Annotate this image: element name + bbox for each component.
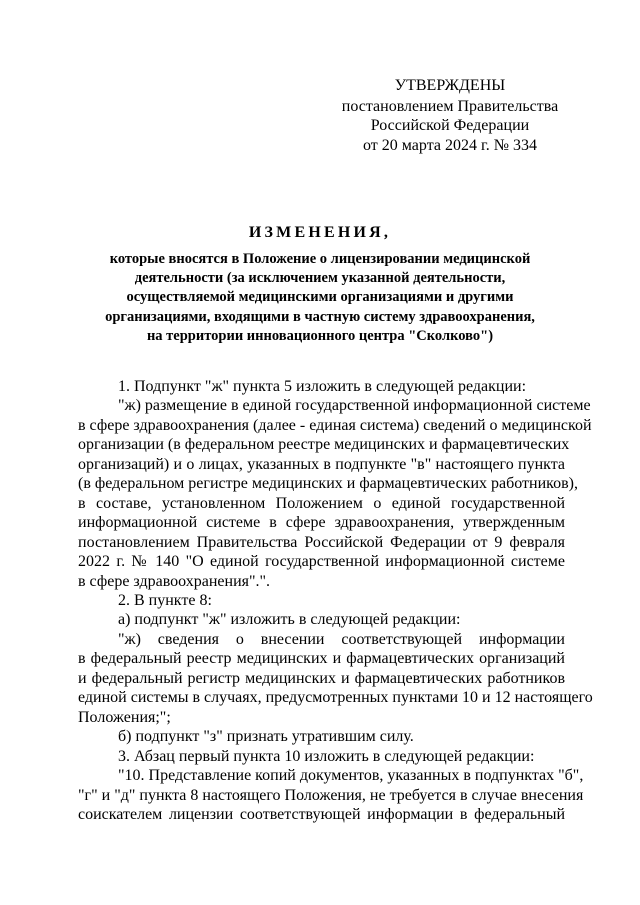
body-line: в составе, установленном Положением о единой государственной <box>78 494 565 512</box>
subtitle-line: осуществляемой медицинскими организациями и другими <box>126 289 514 306</box>
body-line: организаций) и о лицах, указанных в подпункте "в" настоящего пункта <box>78 455 565 473</box>
body-line: в федеральный реестр медицинских и фармацевтических организаций <box>78 650 565 668</box>
document-title: ИЗМЕНЕНИЯ, <box>248 224 392 241</box>
body-line: "ж) размещение в единой государственной информационной системе <box>118 397 591 415</box>
body-line: 2. В пункте 8: <box>118 591 212 609</box>
approval-line: от 20 марта 2024 г. № 334 <box>363 136 537 154</box>
body-line: 3. Абзац первый пункта 10 изложить в следующей редакции: <box>118 747 535 765</box>
body-line: информационной системе в сфере здравоохранения, утвержденным <box>78 514 565 532</box>
subtitle-line: организациями, входящими в частную систему здравоохранения, <box>105 308 535 325</box>
body-line: а) подпункт "ж" изложить в следующей редакции: <box>118 611 461 629</box>
subtitle-line: на территории инновационного центра "Сколково") <box>146 327 494 344</box>
body-line: в сфере здравоохранения (далее - единая система) сведений о медицинской <box>78 416 592 434</box>
subtitle-line: которые вносятся в Положение о лицензировании медицинской <box>109 251 531 267</box>
body-line: б) подпункт "з" признать утратившим силу. <box>118 728 414 746</box>
approval-line: постановлением Правительства <box>341 97 559 115</box>
approval-heading: УТВЕРЖДЕНЫ <box>394 77 506 94</box>
body-line: 2022 г. № 140 "О единой государственной информационной системе <box>78 553 565 571</box>
body-line: 1. Подпункт "ж" пункта 5 изложить в следующей редакции: <box>118 378 527 395</box>
body-line: "ж) сведения о внесении соответствующей информации <box>118 630 565 648</box>
body-line: и федеральный регистр медицинских и фармацевтических работников <box>78 669 565 687</box>
body-line: соискателем лицензии соответствующей информации в федеральный <box>78 805 565 823</box>
approval-line: Российской Федерации <box>370 117 530 134</box>
body-line: организации (в федеральном реестре медицинских и фармацевтических <box>78 436 570 454</box>
approval-stamp <box>330 76 570 155</box>
body-line: Положения;"; <box>78 708 171 726</box>
document-subtitle <box>78 250 562 346</box>
body-line: в сфере здравоохранения".". <box>78 572 271 590</box>
subtitle-line: деятельности (за исключением указанной деятельности, <box>134 270 506 287</box>
body-line: единой системы в случаях, предусмотренных пунктами 10 и 12 настоящего <box>78 689 593 707</box>
body-line: постановлением Правительства Российской Федерации от 9 февраля <box>78 533 565 551</box>
document-body <box>78 377 593 824</box>
body-line: "г" и "д" пункта 8 настоящего Положения, не требуется в случае внесения <box>78 786 584 804</box>
body-line: (в федеральном регистре медицинских и фармацевтических работников), <box>78 475 579 493</box>
body-line: "10. Представление копий документов, указанных в подпунктах "б", <box>118 767 584 785</box>
